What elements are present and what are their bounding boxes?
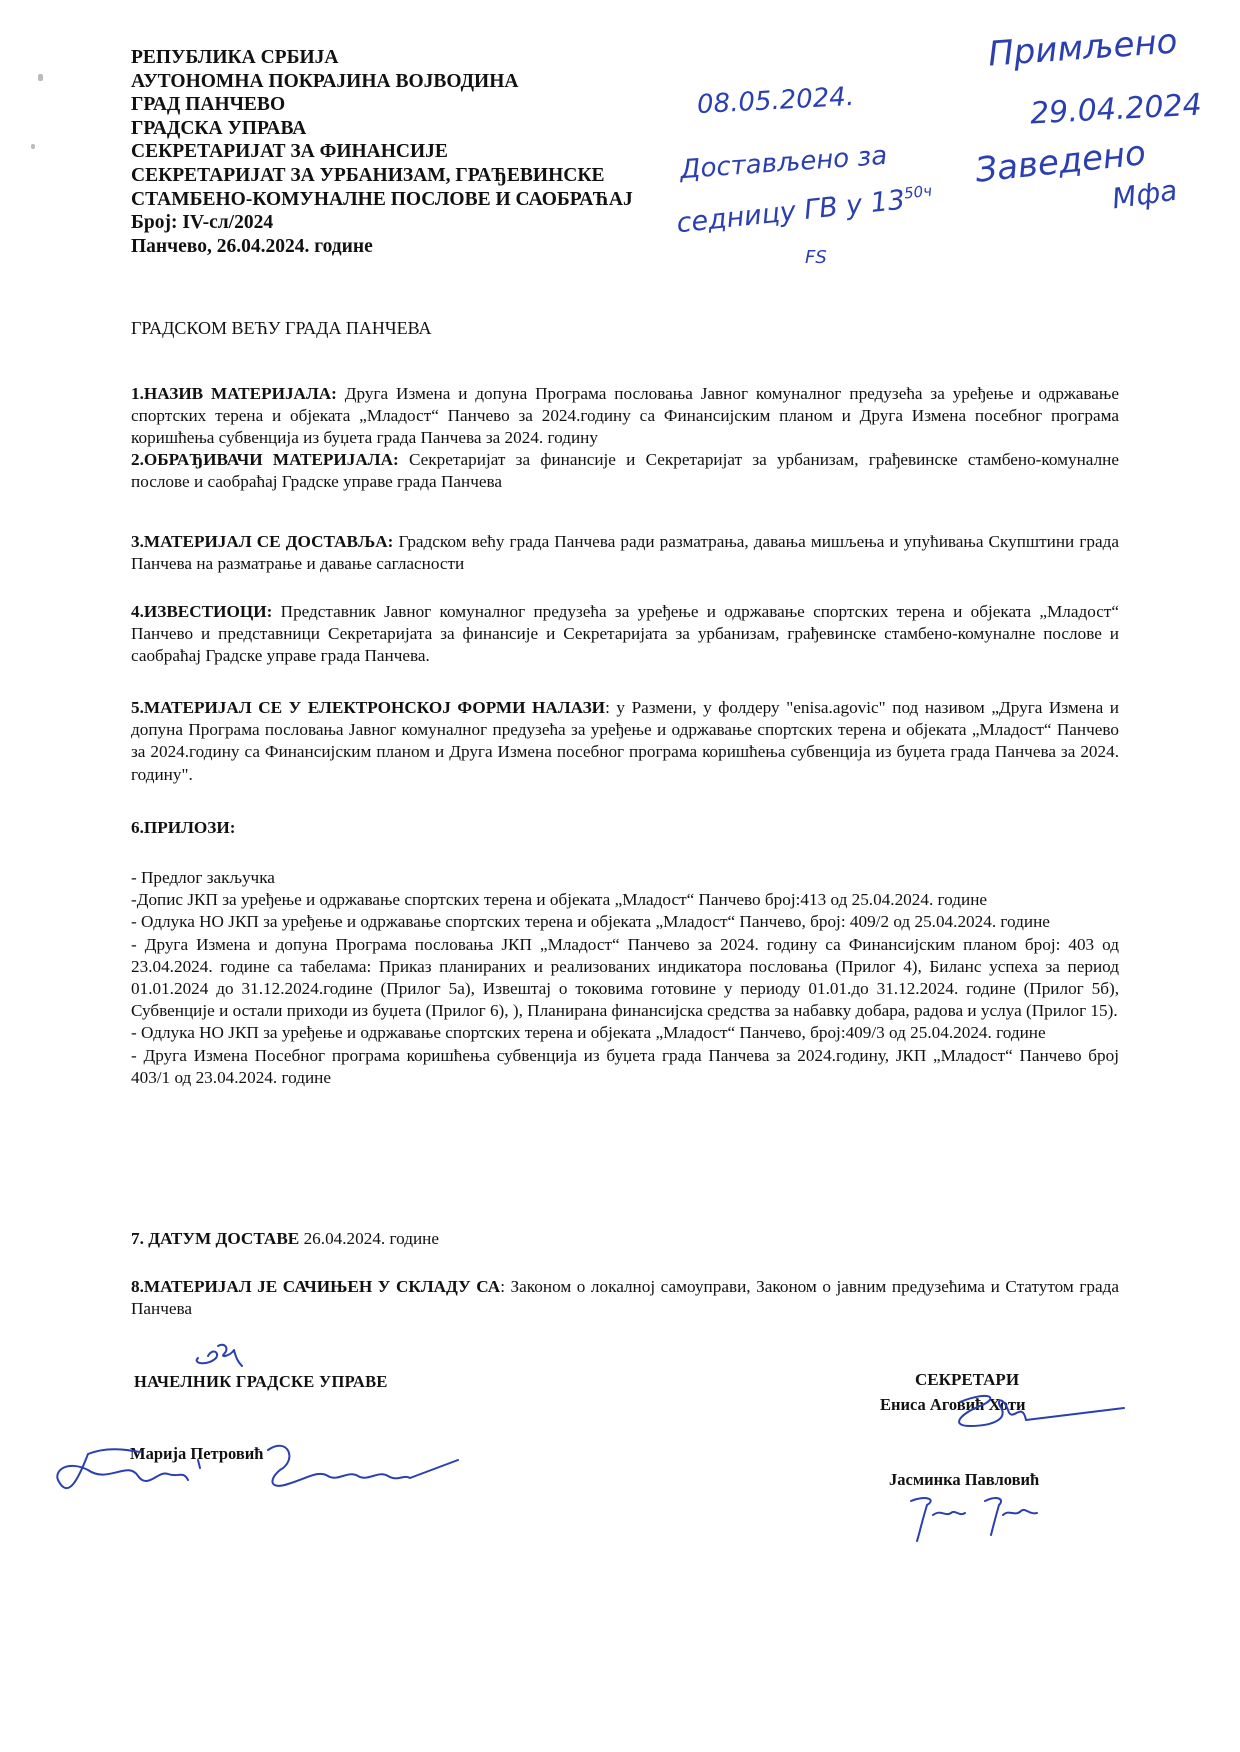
section-electronic-location — [131, 697, 1119, 786]
signature-left-name: Марија Петровић — [130, 1444, 264, 1463]
handwritten-received-label: Примљено — [986, 21, 1179, 75]
header-country: РЕПУБЛИКА СРБИЈА — [131, 47, 339, 68]
handwritten-session-text: седницу ГВ у 13 — [675, 184, 907, 240]
section-text: Секретаријат за финансије и Секретаријат за урбанизам, грађевинске стамбено-комуналне послове и саобраћај Градске управе града Панчева — [131, 450, 1119, 492]
section-text: 26.04.2024. године — [299, 1229, 440, 1248]
section-rapporteurs — [131, 601, 1119, 668]
handwritten-received-initials: Мфа — [1110, 173, 1180, 216]
section-authors — [131, 449, 1119, 493]
attachment-item: - Друга Измена и допуна Програма пословања ЈКП „Младост“ Панчево за 2024. годину са Финансијским планом број: 403 од 23.04.2024. године са табелама: Приказ планираних и реализованих индикатора пословања (Прилог 4), Биланс успеха за период 01.01.2024 до 31.12.2024.године (Прилог 5а), Извештај о токовима готовине у периоду 01.01.до 31.12.2024. године (Прилог 5б), Субвенције и остали приходи из буџета (Прилог 6), ), Планирана финансијска средства за набавку добара, радова и услуа (Прилог 15). — [131, 934, 1119, 1021]
section-delivery-date — [131, 1228, 1119, 1250]
section-text: : Законом о локалној самоуправи, Законом о јавним предузећима и Статутом града Панчева — [131, 1277, 1119, 1319]
scan-artifact — [31, 144, 35, 149]
section-label: 7. ДАТУМ ДОСТАВЕ — [131, 1229, 300, 1248]
section-label: 8.МАТЕРИЈАЛ ЈЕ САЧИЊЕН У СКЛАДУ СА — [131, 1277, 501, 1296]
section-label: 5.МАТЕРИЈАЛ СЕ У ЕЛЕКТРОНСКОЈ ФОРМИ НАЛАЗИ — [131, 698, 606, 717]
handwritten-time-suffix: 50ч — [903, 181, 933, 203]
attachment-item: - Друга Измена Посебног програма коришћења субвенција из буџета града Панчева за 2024.годину, ЈКП „Младост“ Панчево број 403/1 од 23.04.2024. године — [131, 1045, 1119, 1087]
handwritten-session-note — [675, 182, 934, 240]
signature-left-handwriting — [48, 1440, 468, 1510]
section-legal-basis — [131, 1276, 1119, 1320]
attachment-item: -Допис ЈКП за уређење и одржавање спортских терена и објеката „Младост“ Панчево број:413 од 25.04.2024. године — [131, 890, 988, 910]
header-reference-number: Број: IV-сл/2024 — [131, 212, 274, 234]
section-text: Представник Јавног комуналног предузећа за уређење и одржавање спортских терена и објеката „Младост“ Панчево и представници Секретаријата за финансије и Секретаријата за урбанизам, грађевинске стамбено-комуналне послове и саобраћај Градске управе града Панчева. — [131, 602, 1119, 666]
scan-artifact — [38, 74, 43, 81]
header-secretariat-urbanism-cont: СТАМБЕНО-КОМУНАЛНЕ ПОСЛОВЕ И САОБРАЋАЈ — [131, 188, 633, 210]
addressee: ГРАДСКОМ ВЕЋУ ГРАДА ПАНЧЕВА — [131, 318, 432, 338]
handwritten-received-date: 29.04.2024 — [1029, 87, 1203, 132]
attachments-list — [131, 867, 1119, 1089]
header-secretariat-finance: СЕКРЕТАРИЈАТ ЗА ФИНАНСИЈЕ — [131, 141, 448, 163]
attachment-item: - Одлука НО ЈКП за уређење и одржавање спортских терена и објеката „Младост“ Панчево, број: 409/2 од 25.04.2024. године — [131, 912, 1050, 932]
handwritten-delivery-note: Достављено за — [679, 140, 889, 186]
section-label: 6.ПРИЛОЗИ: — [131, 818, 236, 837]
handwritten-delivery-date: 08.05.2024. — [696, 81, 855, 121]
signature-right-title: СЕКРЕТАРИ — [915, 1370, 1020, 1389]
signature-right-handwriting-1 — [930, 1390, 1130, 1440]
signature-right-name-2: Јасминка Павловић — [889, 1470, 1040, 1489]
section-text: : у Размени, у фолдеру "enisa.agovic" под називом „Друга Измена и допуна Програма пословања Јавног комуналног предузећа за уређење и одржавање спортских терена и објеката „Младост“ Панчево за 2024.годину са Финансијским планом и Друга Измена посебног програма коришћења субвенција из буџета града Панчева за 2024. годину". — [131, 698, 1119, 784]
section-label: 3.МАТЕРИЈАЛ СЕ ДОСТАВЉА: — [131, 532, 394, 551]
header-city: ГРАД ПАНЧЕВО — [131, 94, 286, 116]
header-province: АУТОНОМНА ПОКРАЈИНА ВОЈВОДИНА — [131, 70, 519, 92]
document-header — [131, 46, 633, 258]
section-delivered-to — [131, 531, 1119, 575]
section-text: Друга Измена и допуна Програма пословања Јавног комуналног предузећа за уређење и одржавање спортских терена и објеката „Младост“ Панчево за 2024.годину са Финансијским планом и Друга Измена посебног програма коришћења субвенција из буџета града Панчева за 2024. годину — [131, 384, 1119, 448]
section-text: Градском већу града Панчева ради разматрања, давања мишљења и упућивања Скупштини града Панчева на разматрање и давање сагласности — [131, 532, 1119, 574]
attachment-item: - Предлог закључка — [131, 868, 275, 887]
header-place-date: Панчево, 26.04.2024. године — [131, 235, 373, 257]
handwritten-registered-note: Заведено — [973, 133, 1148, 191]
section-material-title — [131, 383, 1119, 450]
section-label: 2.ОБРАЂИВАЧИ МАТЕРИЈАЛА: — [131, 450, 399, 469]
signature-left-title: НАЧЕЛНИК ГРАДСКЕ УПРАВЕ — [134, 1372, 388, 1391]
handwritten-initials: FS — [805, 247, 827, 268]
section-attachments-heading — [131, 817, 1119, 839]
initials-mark — [190, 1338, 250, 1373]
header-secretariat-urbanism: СЕКРЕТАРИЈАТ ЗА УРБАНИЗАМ, ГРАЂЕВИНСКЕ — [131, 164, 605, 186]
signature-right-name-1: Ениса Аговић Хоти — [880, 1395, 1026, 1414]
signature-right-handwriting-2 — [905, 1495, 1045, 1545]
section-label: 4.ИЗВЕСТИОЦИ: — [131, 602, 273, 621]
section-label: 1.НАЗИВ МАТЕРИЈАЛА: — [131, 384, 337, 403]
header-administration: ГРАДСКА УПРАВА — [131, 117, 307, 139]
attachment-item: - Одлука НО ЈКП за уређење и одржавање спортских терена и објеката „Младост“ Панчево, број:409/3 од 25.04.2024. године — [131, 1023, 1046, 1043]
